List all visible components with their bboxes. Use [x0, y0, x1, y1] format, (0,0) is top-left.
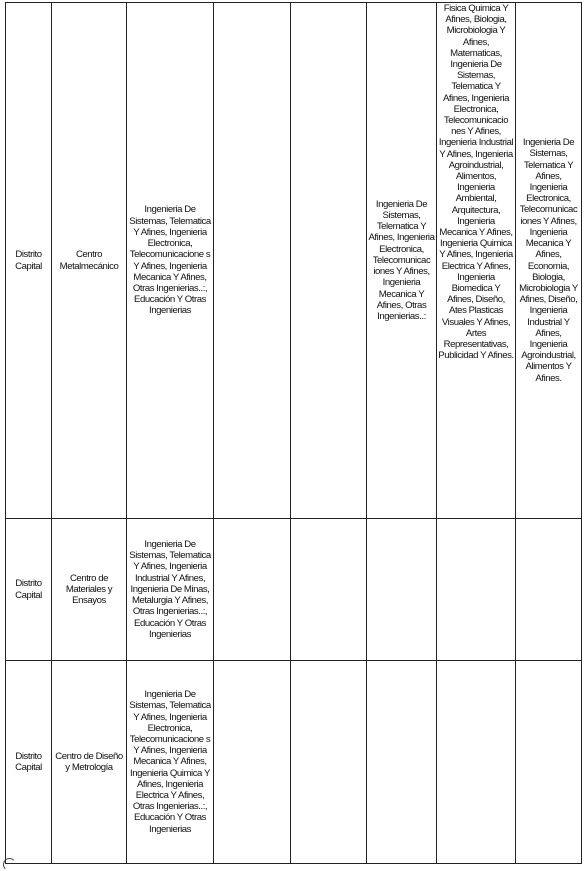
empty-cell — [214, 661, 291, 864]
program-areas-cell: Ingenieria De Sistemas, Telematica Y Afines, Ingenieria Electronica, Telecomunicacione s Y Afines, Ingenieria Mecanica Y Afines, Ingenieria Quimica Y Afines, Ingenieria Electrica Y Afines, Otras Ingenierias..:, Educación Y Otras Ingenierias — [127, 661, 214, 864]
empty-cell — [437, 519, 516, 661]
region-cell: Distrito Capital — [6, 3, 52, 519]
scan-corner-mark — [3, 858, 16, 871]
requirements-table — [5, 2, 582, 864]
area-list-cell: Fisica Quimica Y Afines, Biologia, Microbiologia Y Afines, Matematicas, Ingenieria De Sistemas, Telematica Y Afines, Ingenieria Electronica, Telecomunicacio nes Y Afines, Ingenieria Industrial Y Afines, Ingenieria Agroindustrial, Alimentos, Ingenieria Ambiental, Arquitectura, Ingenieria Mecanica Y Afines, Ingenieria Quimica Y Afines, Ingenieria Electrica Y Afines, Ingenieria Biomedica Y Afines, Diseño, Ates Plasticas Visuales Y Afines, Artes Representativas, Publicidad Y Afines. — [437, 3, 516, 519]
region-cell: Distrito Capital — [6, 519, 52, 661]
program-areas-cell: Ingenieria De Sistemas, Telematica Y Afines, Ingenieria Industrial Y Afines, Ingenieria De Minas, Metalurgia Y Afines, Otras Ingenierias..:, Educación Y Otras Ingenierias — [127, 519, 214, 661]
center-cell: Centro Metalmecánico — [52, 3, 127, 519]
area-list-cell: Ingenieria De Sistemas, Telematica Y Afines, Ingenieria Electronica, Telecomunicac iones Y Afines, Ingenieria Mecanica Y Afines, Economia, Biologia, Microbiologia Y Afines, Diseño, Ingenieria Industrial Y Afines, Ingenieria Agroindustrial, Alimentos Y Afines. — [516, 3, 582, 519]
table-row — [6, 519, 582, 661]
empty-cell — [214, 519, 291, 661]
area-list-cell: Ingenieria De Sistemas, Telematica Y Afines, Ingenieria Electronica, Telecomunicac iones Y Afines, Ingenieria Mecanica Y Afines, Otras Ingenierias..: — [367, 3, 437, 519]
empty-cell — [214, 3, 291, 519]
center-cell: Centro de Materiales y Ensayos — [52, 519, 127, 661]
empty-cell — [367, 519, 437, 661]
table-row — [6, 661, 582, 864]
program-areas-cell: Ingenieria De Sistemas, Telematica Y Afines, Ingenieria Electronica, Telecomunicacione s Y Afines, Ingenieria Mecanica Y Afines, Otras Ingenierias..:, Educación Y Otras Ingenierias — [127, 3, 214, 519]
empty-cell — [291, 661, 367, 864]
empty-cell — [516, 661, 582, 864]
empty-cell — [291, 519, 367, 661]
empty-cell — [291, 3, 367, 519]
empty-cell — [367, 661, 437, 864]
empty-cell — [437, 661, 516, 864]
center-cell: Centro de Diseño y Metrología — [52, 661, 127, 864]
table-row — [6, 3, 582, 519]
region-cell: Distrito Capital — [6, 661, 52, 864]
empty-cell — [516, 519, 582, 661]
